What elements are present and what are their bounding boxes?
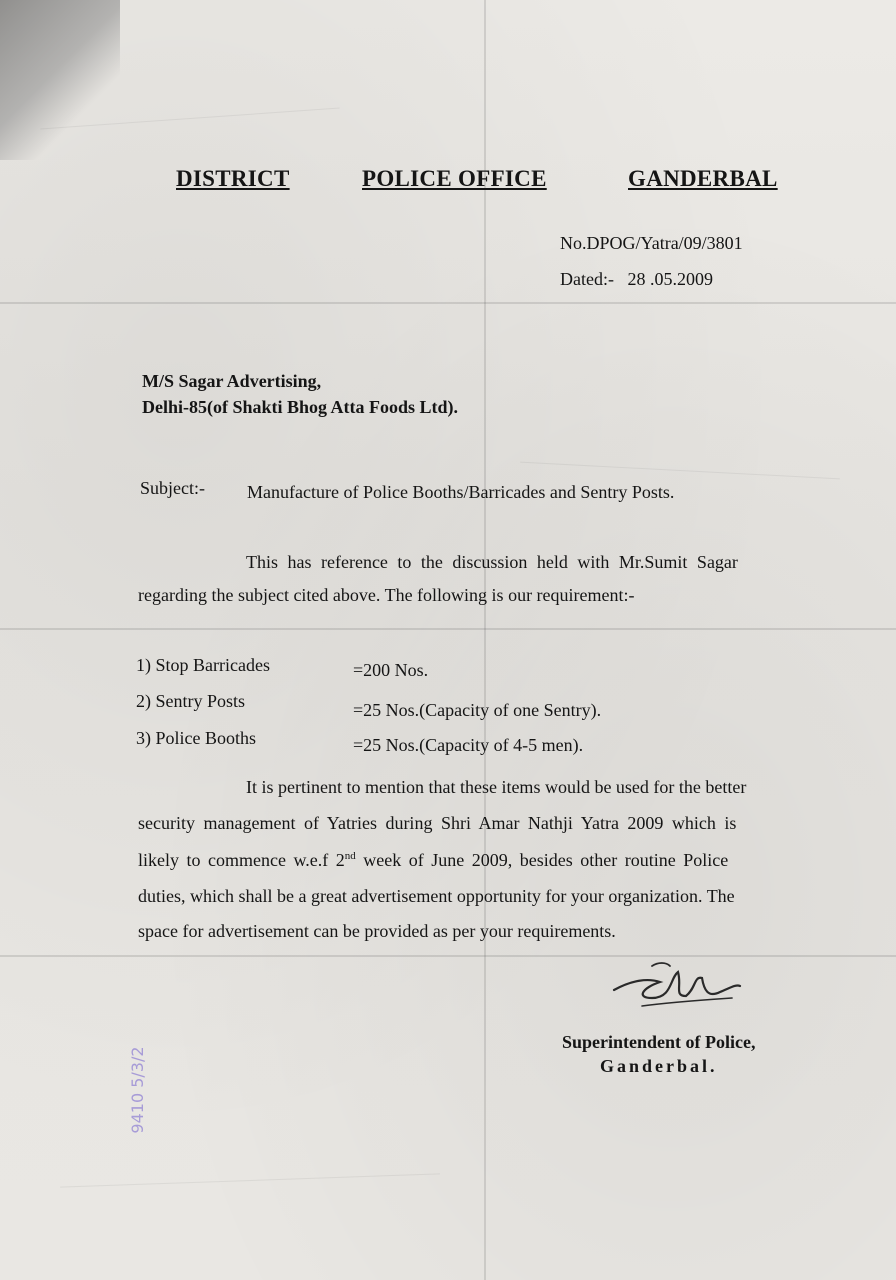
- requirement-item: 2) Sentry Posts: [136, 691, 246, 711]
- paragraph2-line3-start: likely to commence w.e.f 2: [138, 850, 345, 870]
- paragraph2-line2: security management of Yatries during Shri Amar Nathji Yatra 2009 which is: [138, 813, 737, 833]
- crease: [520, 462, 840, 480]
- handwritten-receipt-note: [118, 1010, 168, 1170]
- header-police-office: POLICE OFFICE: [362, 166, 547, 191]
- recipient-line1: M/S Sagar Advertising,: [142, 371, 322, 391]
- recipient-line2: Delhi-85(of Shakti Bhog Atta Foods Ltd).: [142, 397, 459, 417]
- subject-label: Subject:-: [140, 478, 205, 498]
- paragraph1-line2: regarding the subject cited above. The following is our requirement:-: [138, 585, 635, 605]
- requirement-qty: =200 Nos.: [353, 660, 429, 680]
- reference-number: No.DPOG/Yatra/09/3801: [560, 233, 743, 253]
- handwritten-signature: [612, 958, 742, 1018]
- header-district: DISTRICT: [176, 166, 290, 191]
- fold-line: [0, 628, 896, 630]
- fold-line: [0, 955, 896, 957]
- requirement-qty: =25 Nos.(Capacity of one Sentry).: [353, 700, 602, 720]
- ordinal-suffix: nd: [344, 850, 356, 862]
- paragraph2-line3-end: week of June 2009, besides other routine Police: [355, 850, 729, 870]
- paragraph2-line1: It is pertinent to mention that these items would be used for the better: [246, 777, 747, 797]
- requirement-qty: =25 Nos.(Capacity of 4-5 men).: [353, 735, 584, 755]
- paragraph1-line1: This has reference to the discussion held with Mr.Sumit Sagar: [246, 552, 738, 572]
- paragraph2-line5: space for advertisement can be provided as per your requirements.: [138, 921, 616, 941]
- paragraph2-line3: [138, 850, 728, 871]
- date-value: 28 .05.2009: [627, 269, 713, 289]
- signatory-title: Superintendent of Police,: [562, 1032, 756, 1052]
- requirement-item: 1) Stop Barricades: [136, 655, 270, 675]
- dated-label: Dated:-: [560, 269, 614, 289]
- fold-line: [484, 0, 486, 1280]
- requirement-item: 3) Police Booths: [136, 728, 256, 748]
- svg-text:9410 5/3/2: 9410 5/3/2: [128, 1046, 147, 1134]
- signatory-place: Ganderbal.: [600, 1056, 718, 1076]
- subject-text: Manufacture of Police Booths/Barricades and Sentry Posts.: [247, 482, 675, 502]
- crease: [60, 1173, 440, 1187]
- reference-date: [560, 269, 713, 290]
- header-place: GANDERBAL: [628, 166, 778, 191]
- fold-line: [0, 302, 896, 304]
- paragraph2-line4: duties, which shall be a great advertisement opportunity for your organization. The: [138, 886, 735, 906]
- torn-corner: [0, 0, 120, 160]
